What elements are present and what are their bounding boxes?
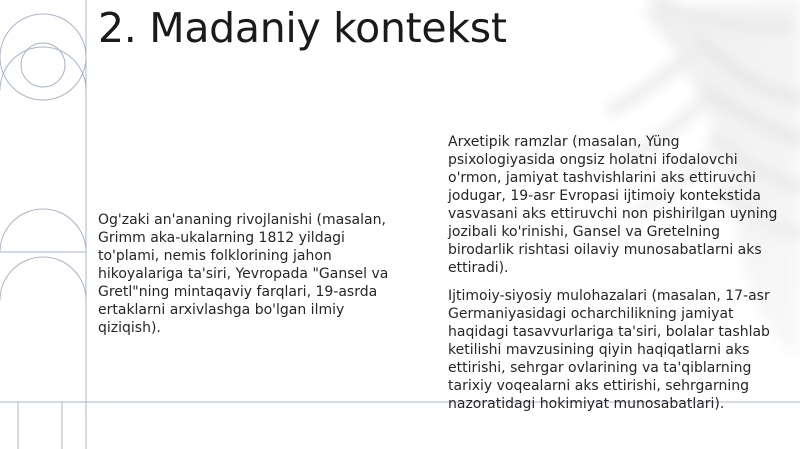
oral-tradition-paragraph: Og'zaki an'ananing rivojlanishi (masalan, Grimm aka-ukalarning 1812 yildagi to'plami, nemis folklorining jahon hikoyalariga ta'siri, Yevropada "Gansel va Gretl"ning mintaqaviy farqlari, 19-asrda ertaklarni arxivlashga bo'lgan ilmiy qiziqish).: [98, 212, 389, 336]
right-text-column: [448, 133, 783, 413]
archetypal-symbols-paragraph: Arxetipik ramzlar (masalan, Yüng psixologiyasida ongsiz holatni ifodalovchi o'rmon, jamiyat tashvishlarini aks ettiruvchi jodugar, 19-asr Evropasi ijtimoiy kontekstida vasvasani aks ettiruvchi non pishirilgan uyning jozibali ko'rinishi, Gansel va Gretelning birodarlik rishtasi oilaviy munosabatlarni aks ettiradi).: [448, 134, 778, 276]
slide-title: 2. Madaniy kontekst: [98, 4, 507, 52]
left-text-column: [98, 211, 398, 337]
socio-political-paragraph: Ijtimoiy-siyosiy mulohazalari (masalan, 17-asr Germaniyasidagi ocharchilikning jamiyat haqidagi tasavvurlariga ta'siri, bolalar tashlab ketilishi mavzusining qiyin haqiqatlarni aks ettirishi, sehrgar ovlarining va ta'qiblarning tarixiy voqealarni aks ettirishi, sehrgarning nazoratidagi hokimiyat munosabatlari).: [448, 288, 770, 412]
